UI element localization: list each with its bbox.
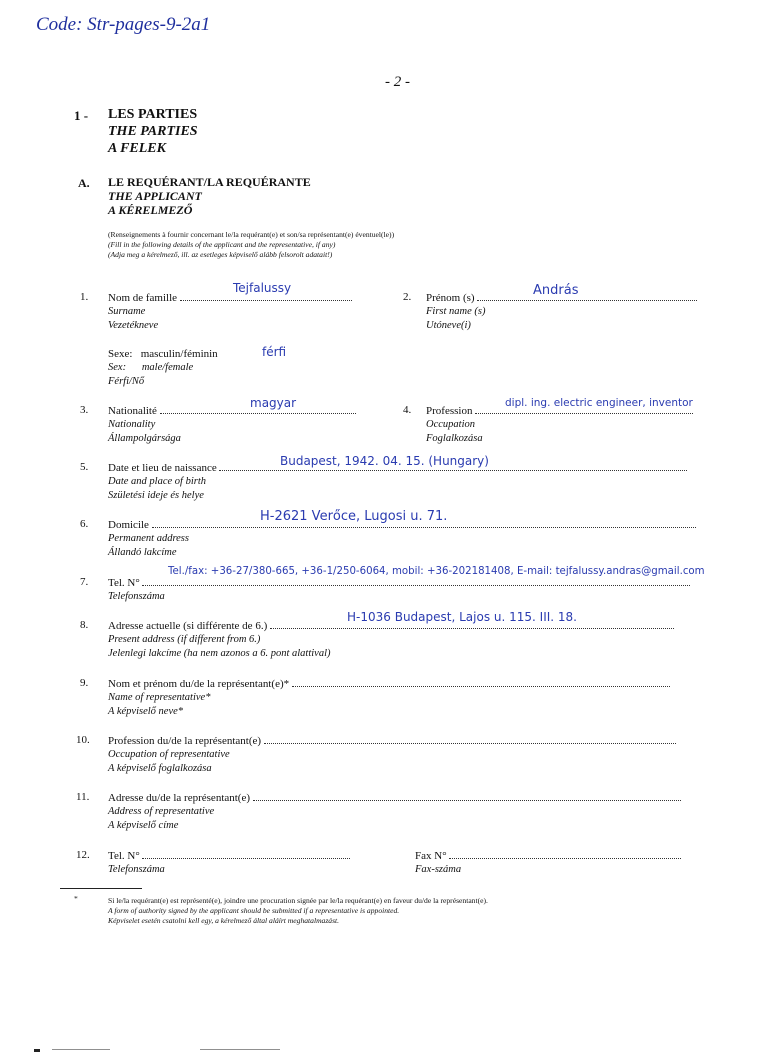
footnote-fr: Si le/la requérant(e) est représenté(e), joindre une procuration signée par le/la requérant(e) en faveur du/de la représentant(e). [108,896,488,905]
subsection-heading-fr: LE REQUÉRANT/LA REQUÉRANTE [108,175,311,189]
section-heading-hu: A FELEK [108,141,166,156]
nationality-label-fr: Nationalité [108,405,157,417]
scan-artifact [52,1049,110,1050]
fax-label [415,849,681,877]
subsection-number: A. [78,176,90,190]
representative-phone-label [108,849,350,877]
phone-dotted-line [142,576,690,586]
representative-address-label-fr: Adresse du/de la représentant(e) [108,792,251,804]
footnote-en: A form of authority signed by the applicant should be submitted if a representative is appointed. [108,906,400,915]
occupation-label [426,404,693,446]
nationality-label-en: Nationality [108,419,156,430]
representative-name-label-fr: Nom et prénom du/de la représentant(e)* [108,678,290,690]
footnote-mark: * [74,894,78,903]
phone-value[interactable]: Tel./fax: +36-27/380-665, +36-1/250-6064, mobil: +36-202181408, E-mail: tejfalussy.andras@gmail.com [168,566,705,577]
birth-value[interactable]: Budapest, 1942. 04. 15. (Hungary) [280,454,489,468]
field-number: 1. [80,291,89,303]
representative-occupation-label-en: Occupation of representative [108,749,230,760]
page-number: - 2 - [385,74,410,90]
nationality-label-hu: Állampolgársága [108,433,181,444]
occupation-value[interactable]: dipl. ing. electric engineer, inventor [505,397,693,409]
sex-options-hu: Férfi/Nő [108,376,145,387]
field-number: 4. [403,404,412,416]
representative-address-label [108,791,681,833]
fax-label-hu: Fax-száma [415,864,462,875]
instructions [108,230,394,260]
footnote-hu: Képviselet esetén csatolni kell egy, a kérelmező által aláírt meghatalmazást. [108,916,340,925]
representative-address-label-en: Address of representative [108,806,215,817]
footnote [108,896,488,926]
first-name-label-hu: Utóneve(i) [426,320,471,331]
surname-label-en: Surname [108,306,146,317]
first-name-value[interactable]: András [533,283,579,298]
representative-occupation-label-fr: Profession du/de la représentant(e) [108,735,262,747]
field-number: 3. [80,404,89,416]
nationality-label [108,404,356,446]
domicile-label-en: Permanent address [108,533,189,544]
first-name-label-en: First name (s) [426,306,486,317]
domicile-label-fr: Domicile [108,519,149,531]
footnote-divider [60,888,142,889]
field-number: 8. [80,619,89,631]
first-name-label-fr: Prénom (s) [426,292,475,304]
present-address-label-en: Present address (if different from 6.) [108,634,261,645]
field-number: 2. [403,291,412,303]
field-number: 12. [76,849,90,861]
surname-label-fr: Nom de famille [108,292,178,304]
subsection-heading-en: THE APPLICANT [108,189,202,203]
surname-value[interactable]: Tejfalussy [233,281,292,295]
representative-occupation-label [108,734,676,776]
field-number: 6. [80,518,89,530]
birth-label-hu: Születési ideje és helye [108,490,204,501]
fax-label-fr: Fax N° [415,850,447,862]
instructions-fr: (Renseignements à fournir concernant le/la requérant(e) et son/sa représentant(e) éventuel(le)) [108,230,395,239]
surname-label-hu: Vezetékneve [108,320,159,331]
first-name-dotted-line [477,291,697,301]
sex-label-en: Sex: [108,362,127,373]
domicile-value[interactable]: H-2621 Verőce, Lugosi u. 71. [260,509,448,524]
representative-address-label-hu: A képviselő címe [108,820,179,831]
phone-label-fr: Tel. N° [108,577,140,589]
representative-occupation-label-hu: A képviselő foglalkozása [108,763,212,774]
section-heading-en: THE PARTIES [108,124,198,139]
sex-options-en: male/female [141,362,194,373]
representative-occupation-dotted-line[interactable] [264,734,676,744]
section-heading-fr: LES PARTIES [108,107,198,122]
nationality-value[interactable]: magyar [250,396,297,410]
sex-label-fr: Sexe: [108,348,133,360]
sex-label [108,347,218,389]
representative-name-dotted-line[interactable] [292,677,670,687]
representative-name-label [108,677,670,719]
phone-label [108,576,690,604]
representative-address-dotted-line[interactable] [253,791,681,801]
occupation-label-fr: Profession [426,405,473,417]
surname-label [108,291,352,333]
domicile-label-hu: Állandó lakcíme [108,547,177,558]
representative-phone-label-hu: Telefonszáma [108,864,165,875]
subsection-heading [108,175,311,217]
field-number: 7. [80,576,89,588]
occupation-label-en: Occupation [426,419,475,430]
sex-options-fr: masculin/féminin [140,348,218,360]
scan-artifact [200,1049,280,1050]
representative-name-label-hu: A képviselő neve* [108,706,184,717]
representative-phone-label-fr: Tel. N° [108,850,140,862]
birth-label-fr: Date et lieu de naissance [108,462,217,474]
sex-value[interactable]: férfi [262,345,287,359]
birth-label-en: Date and place of birth [108,476,206,487]
field-number: 11. [76,791,90,803]
field-number: 9. [80,677,89,689]
instructions-hu: (Adja meg a kérelmező, ill. az esetleges képviselő alább felsorolt adatait!) [108,250,333,259]
occupation-label-hu: Foglalkozása [426,433,483,444]
present-address-label [108,619,674,661]
section-number: 1 - [74,108,89,123]
present-address-value[interactable]: H-1036 Budapest, Lajos u. 115. III. 18. [347,610,577,624]
document-code: Code: Str-pages-9-2a1 [36,14,211,35]
section-heading [108,106,198,157]
phone-label-hu: Telefonszáma [108,591,165,602]
instructions-en: (Fill in the following details of the applicant and the representative, if any) [108,240,336,249]
fax-dotted-line[interactable] [449,849,681,859]
present-address-label-hu: Jelenlegi lakcíme (ha nem azonos a 6. pont alattival) [108,648,331,659]
field-number: 5. [80,461,89,473]
representative-phone-dotted-line[interactable] [142,849,350,859]
domicile-label [108,518,696,560]
present-address-label-fr: Adresse actuelle (si différente de 6.) [108,620,268,632]
representative-name-label-en: Name of representative* [108,692,211,703]
field-number: 10. [76,734,90,746]
subsection-heading-hu: A KÉRELMEZŐ [108,203,193,217]
